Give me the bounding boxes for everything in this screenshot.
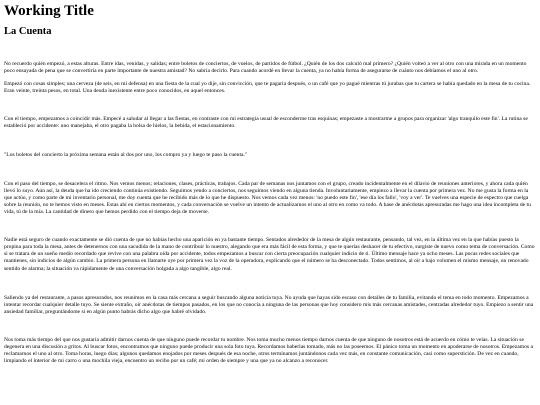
paragraph-8: Nos toma más tiempo del que nos gustaría admitir darnos cuenta de que ninguno puede recordar tu nombre. Nos toma mucho menos tiempo darnos cuenta de que ninguno de nosotros está de acuerdo en cómo te veías. La situación se degenera en una discusión a gritos. Al buscar fotos, encontramos que ninguno puede producir una sola foto tuya. Recordamos haberlas tomado, más no las poseemos. El pánico toma un momento en apoderarse de nosotros. Empezamos a reclamarnos el uno al otro. Toma horas, luego días; algunos quedamos enojados por meses después de esa noche, otros terminamos juntándonos cada vez más, en constante comunicación, casi como superstición. De vez en cuando, limpiando el interior de mi carro o una mochila vieja, encuentro un recibo por un café; mi orden de siempre y una que ya no alcanzo a reconocer.	[4, 336, 533, 365]
paragraph-7: Saliendo ya del restaurante, a pasos apresurados, nos reunimos en la casa más cercana a seguir buscando alguna noticia tuya. No ayuda que hayas sido escaso con detalles de tu familia, evitando el tema en todo momento. Empezamos a intentar recordar cualquier detalle tuyo. Se siente extraño, oír anécdotas de tiempos pasados, en los que no conocía a ninguna de las personas que hoy considero mis más cercanas amistades, centradas alrededor tuyo. Empiezo a sentir una ansiedad familiar, preguntándome si en algún punto habrás dicho algo que habré olvidado.	[4, 294, 534, 315]
paragraph-5: Con el paso del tiempo, se desacelera el ritmo. Nos vemos menos; relaciones, clases, prácticas, trabajos. Cada par de semanas nos juntamos con el grupo, creado incidentalmente en el dilavio de reuniones anteriores, y ahora cada quién llevó lo suyo. Aún así, la deuda que ha ido creciendo continúa existiendo. Seguimos yendo a conciertos, nos seguimos viendo en alguna tienda. Involuntariamente, empiezo a llevar la cuenta por primera vez. No me gusta la forma en la que actúo, y como parte de mi inventario personal, me doy cuenta que he recibido más de lo que he dispuesto. Nos vemos cada vez menos: 'no puedo este fin', 'ese día los fallo', 'voy a ver'. Te vuelves una especie de espectro que cuelga sobre la reunión, no te hemos visto en meses. Estas ahí en ciertos momentos, y cada conversación se vuelve un intento de actualizarnos el uno al otro en como va todo. A base de anécdotas apresuradas me hago una idea incompleta de tu vida, tú de la mía. La cantidad de dinero que hemos perdido con el tiempo deja de moverse.	[4, 180, 531, 216]
paragraph-6: Nadie está seguro de cuando exactamente se dió cuenta de que no habías hecho una aparición en ya bastante tiempo. Sentados alrededor de la mesa de algún restaurante, pensando, tal vez, en la última vez en la que habías puesto la propina para toda la mesa, antes de detenernos con una sacudida de la mano de contribuir lo nuestro, alegando que era más fácil de esta forma, y que te querías deshacer de tu efectivo, surgiste de nuevo como tema de conversación. Como si se tratara de un sueño medio recordado que revive con una palabra oída por accidente, todos empezamos a buscar con cierta preocupación cualquier indicio de ti. Último mensaje hace ya ocho meses. Las pocas redes sociales que mantienes, sin indicios de algún cambio. La primera persona en llamarte oye por primera vez la voz de la operadora, explicando que el número se ha desconectado. Todos sentimos, al oír a bajo volumen el mismo mensaje, un renovado sentido de alarma; la situación va rápidamente de una conversación holgada a algo tangible, algo real.	[4, 237, 535, 272]
paragraph-4: "Los boletos del concierto la próxima semana están al dos por uno, los compro ya y luego te paso la cuenta."	[4, 151, 248, 158]
paragraph-2: Empezó con cosas simples; una cerveza (de seis, en mi defensa) en una fiesta de la cual yo dije, sin convicción, que te pagaría después, o un café que yo pagué mientras tú jurabas que tu cartera se había quedado en la mesa de tu cocina. Eran veinte, treinta pesos, en total. Una deuda inexistente entre poco conocidos, en aquel entonces.	[4, 81, 531, 95]
section-heading: La Cuenta	[4, 26, 52, 37]
document-title: Working Title	[4, 3, 94, 19]
paragraph-3: Con el tiempo, empezamos a coincidir más. Empecé a saludar al llegar a las fiestas, en contraste con mi estrategia usual de esconderme tras esquinas; empezaste a mostrarme a grupos para organizar 'algo tranquilo este fin'. La rutina se estableció por accidente: uno manejaba, el otro pagaba la bolsa de hielos, la bebida, el estacionamiento.	[4, 116, 528, 130]
paragraph-1: No recuerdo quién empezó, a estas alturas. Entre idas, venidas, y salidas; entre boletos de conciertos, de vuelos, de partidos de fútbol. ¿Quién de los dos calculó mal primero? ¿Quién volteó a ver al otro con una mirada en un momento poco ensayada de pena que se convertiría en parte importante de nuestra amistad? No sabría decirlo. Para cuando acordé en llevar la cuenta, ya no había forma de asegurarse de cuánto nos debíamos el uno al otro.	[4, 61, 527, 75]
